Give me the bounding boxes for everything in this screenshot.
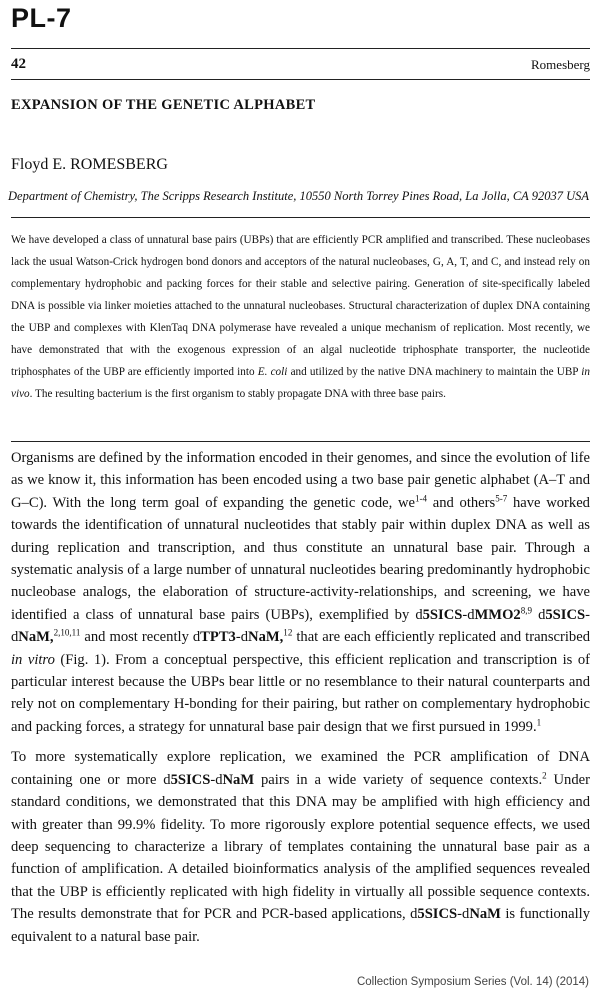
text-run: and others: [427, 494, 496, 511]
ubp-name: d: [163, 771, 171, 788]
text-run: and most recently: [80, 629, 193, 646]
header-rule: [11, 48, 590, 49]
abstract-rule: [11, 441, 590, 442]
ubp-name-bold: TPT3: [200, 629, 236, 646]
abstract-part: and utilized by the native DNA machinery to maintain the UBP: [287, 366, 582, 378]
abstract-part: . The resulting bacterium is the first organism to stably propagate DNA with three base pairs.: [29, 388, 446, 400]
abstract-text: [11, 229, 590, 405]
affiliation: Department of Chemistry, The Scripps Research Institute, 10550 North Torrey Pines Road, La Jolla, CA 92037 USA: [8, 189, 589, 203]
ubp-name-bold: 5SICS: [170, 771, 211, 788]
ubp-name: d: [538, 606, 546, 623]
ubp-name: -d: [462, 606, 475, 623]
text-run: (Fig. 1). From a conceptual perspective, this efficient replication and transcription is of particular interest because the UBPs bear little or no resemblance to their natural counterparts and rely not on complementary H-bonding for their pairing, but rather on complementary hydrophobic and packing forces, a strategy for unnatural base pair design that we first pursued in 1999.: [11, 651, 590, 735]
abstract: [11, 229, 590, 405]
paper-title: EXPANSION OF THE GENETIC ALPHABET: [11, 97, 316, 113]
text-run: Under standard conditions, we demonstrated that this DNA may be amplified with high efficiency and with greater than 99.9% fidelity. To more rigorously explore potential sequence effects, we used deep sequencing to characterize a library of templates containing the unnatural base pair as a function of amplification. A detailed bioinformatics analysis of the amplified sequences revealed that the UBP is efficiently replicated with high fidelity in virtually all possible sequence contexts. The results demonstrate that for PCR and PCR-based applications,: [11, 771, 590, 923]
italic-in-vitro: in vitro: [11, 651, 55, 668]
citation-ref: 8,9: [520, 605, 533, 616]
citation-ref: 1-4: [414, 493, 428, 504]
ubp-name: -d: [457, 906, 470, 923]
citation-ref: 1: [536, 717, 542, 728]
ubp-name-bold: NaM,: [248, 629, 284, 646]
section-code: PL-7: [11, 3, 72, 33]
ubp-name: d: [415, 606, 423, 623]
text-run: To more systematically explore replication, we examined the PCR amplification of DNA containing one or more: [11, 749, 590, 788]
ubp-name: d: [410, 906, 418, 923]
body-paragraph-1: [11, 447, 590, 738]
page-number: 42: [11, 56, 26, 72]
text-run: that are each efficiently replicated and transcribed: [292, 629, 590, 646]
citation-ref: 12: [283, 627, 293, 638]
running-head-rule: [11, 79, 590, 80]
text-run: pairs in a wide variety of sequence contexts.: [254, 771, 543, 788]
body-text: [11, 447, 590, 956]
abstract-italic-ecoli: E. coli: [257, 366, 288, 378]
ubp-name-bold: 5SICS: [417, 906, 458, 923]
ubp-name: -d: [210, 771, 223, 788]
ubp-name-bold: 5SICS: [545, 606, 586, 623]
citation-ref: 5-7: [495, 493, 508, 504]
running-head: Romesberg: [531, 57, 590, 72]
abstract-italic-invivo: in vivo: [11, 366, 590, 400]
ubp-name: -d: [235, 629, 249, 646]
series-footer: Collection Symposium Series (Vol. 14) (2014): [356, 976, 589, 988]
ubp-name: -d: [11, 606, 590, 646]
text-run: is functionally equivalent to a natural base pair.: [11, 906, 590, 945]
ubp-name-bold: NaM: [222, 771, 255, 788]
body-paragraph-2: [11, 746, 590, 948]
ubp-name-bold: MMO2: [474, 606, 521, 623]
text-run: have worked towards the identification of unnatural nucleotides that stably pair within duplex DNA as well as during replication and transcription, and thus constitute an unnatural base pair. Through a systematic analysis of a large number of unnatural nucleotides bearing predominantly hydrophobic nucleobase analogs, the elaboration of structure-activity-relationships, and screening, we have identified a class of unnatural base pairs (UBPs), exemplified by: [11, 494, 590, 623]
author-name: Floyd E. ROMESBERG: [11, 156, 168, 173]
citation-ref: 2,10,11: [53, 627, 81, 638]
ubp-name-bold: 5SICS: [422, 606, 463, 623]
citation-ref: 2: [542, 770, 547, 781]
ubp-name-bold: NaM,: [18, 629, 54, 646]
ubp-name-bold: NaM: [469, 906, 501, 923]
ubp-name: d: [192, 629, 201, 646]
affiliation-rule: [11, 217, 590, 218]
text-run: Organisms are defined by the information encoded in their genomes, and since the evolution of life as we know it, this information has been encoded using a two base pair genetic alphabet (A–T and G–C). With the long term goal of expanding the genetic code, we: [11, 450, 590, 511]
abstract-part: We have developed a class of unnatural base pairs (UBPs) that are efficiently PCR amplified and transcribed. These nucleobases lack the usual Watson-Crick hydrogen bond donors and acceptors of the natural nucleobases, G, A, T, and C, and instead rely on complementary hydrophobic and packing forces for their stable and selective pairing. Generation of site-specifically labeled DNA is possible via linker moieties attached to the unnatural nucleobases. Structural characterization of duplex DNA containing the UBP and complexes with KlenTaq DNA polymerase have revealed a unique mechanism of replication. Most recently, we have demonstrated that with the exogenous expression of an algal nucleotide triphosphate transporter, the nucleotide triphosphates of the UBP are efficiently imported into: [11, 234, 590, 378]
